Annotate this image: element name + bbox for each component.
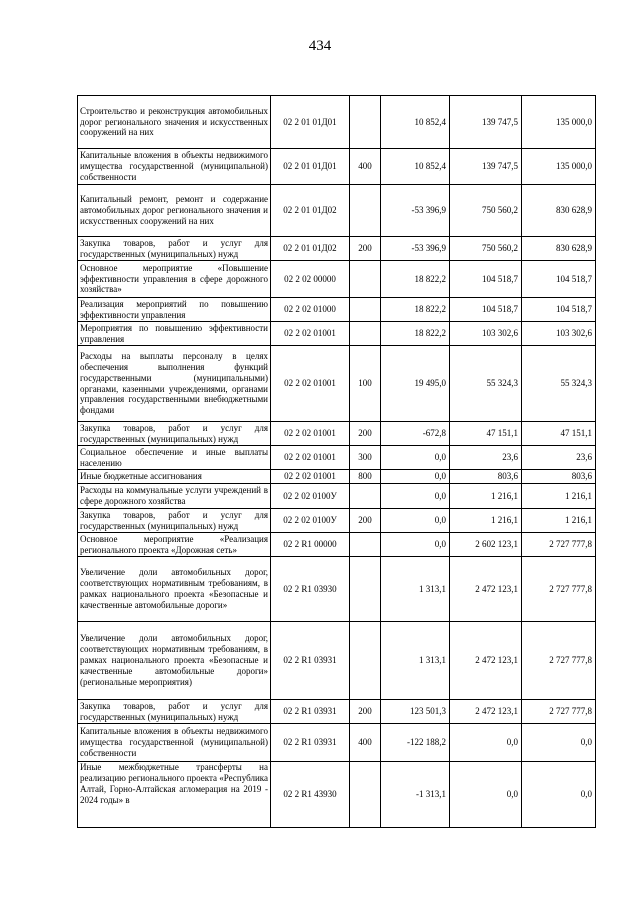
amount-2: 104 518,7 (450, 261, 522, 298)
amount-2: 139 747,5 (450, 149, 522, 185)
expense-type (350, 322, 381, 346)
amount-2: 1 216,1 (450, 484, 522, 509)
amount-1: 0,0 (381, 509, 450, 533)
amount-2: 2 472 123,1 (450, 557, 522, 622)
amount-1: 0,0 (381, 484, 450, 509)
target-code: 02 2 R1 03930 (271, 557, 350, 622)
target-code: 02 2 02 01001 (271, 446, 350, 470)
item-name: Закупка товаров, работ и услуг для государственных (муниципальных) нужд (78, 237, 271, 261)
amount-1: 19 495,0 (381, 346, 450, 422)
amount-3: 2 727 777,8 (522, 533, 596, 557)
amount-1: 0,0 (381, 470, 450, 484)
amount-3: 1 216,1 (522, 509, 596, 533)
target-code: 02 2 02 01001 (271, 346, 350, 422)
amount-2: 2 602 123,1 (450, 533, 522, 557)
expense-type: 300 (350, 446, 381, 470)
amount-1: 18 822,2 (381, 261, 450, 298)
expense-type (350, 557, 381, 622)
amount-2: 139 747,5 (450, 96, 522, 149)
amount-3: 2 727 777,8 (522, 622, 596, 700)
expense-type: 100 (350, 346, 381, 422)
amount-3: 803,6 (522, 470, 596, 484)
amount-1: 0,0 (381, 446, 450, 470)
amount-3: 104 518,7 (522, 298, 596, 322)
table-row (78, 422, 596, 446)
amount-1: -122 188,2 (381, 724, 450, 762)
amount-3: 55 324,3 (522, 346, 596, 422)
amount-1: 18 822,2 (381, 298, 450, 322)
expense-type: 800 (350, 470, 381, 484)
expense-type (350, 762, 381, 828)
amount-1: 10 852,4 (381, 96, 450, 149)
table-row (78, 622, 596, 700)
target-code: 02 2 02 01000 (271, 298, 350, 322)
amount-3: 0,0 (522, 762, 596, 828)
item-name: Социальное обеспечение и иные выплаты населению (78, 446, 271, 470)
amount-2: 750 560,2 (450, 185, 522, 237)
table-row (78, 149, 596, 185)
target-code: 02 2 01 01Д02 (271, 185, 350, 237)
amount-1: 123 501,3 (381, 700, 450, 724)
expense-type (350, 185, 381, 237)
table-row (78, 762, 596, 828)
item-name: Увеличение доли автомобильных дорог, соответствующих нормативным требованиям, в рамках национального проекта «Безопасные и качественные автомобильные дороги» (78, 557, 271, 622)
table-row (78, 446, 596, 470)
target-code: 02 2 02 01001 (271, 422, 350, 446)
budget-table (77, 95, 596, 828)
amount-3: 830 628,9 (522, 237, 596, 261)
item-name: Закупка товаров, работ и услуг для государственных (муниципальных) нужд (78, 509, 271, 533)
item-name: Капитальные вложения в объекты недвижимого имущества государственной (муниципальной) собственности (78, 149, 271, 185)
amount-2: 2 472 123,1 (450, 622, 522, 700)
amount-3: 2 727 777,8 (522, 557, 596, 622)
target-code: 02 2 R1 43930 (271, 762, 350, 828)
expense-type: 400 (350, 149, 381, 185)
amount-3: 830 628,9 (522, 185, 596, 237)
item-name: Иные межбюджетные трансферты на реализацию регионального проекта «Республика Алтай, Горно-Алтайская агломерация на 2019 - 2024 годы» в (78, 762, 271, 828)
target-code: 02 2 02 0100У (271, 509, 350, 533)
target-code: 02 2 R1 03931 (271, 700, 350, 724)
item-name: Мероприятия по повышению эффективности управления (78, 322, 271, 346)
expense-type: 200 (350, 700, 381, 724)
table-row (78, 298, 596, 322)
expense-type: 400 (350, 724, 381, 762)
expense-type: 200 (350, 509, 381, 533)
amount-1: -53 396,9 (381, 185, 450, 237)
target-code: 02 2 01 01Д02 (271, 237, 350, 261)
item-name: Строительство и реконструкция автомобильных дорог регионального значения и искусственных сооружений на них (78, 96, 271, 149)
expense-type (350, 533, 381, 557)
amount-1: 18 822,2 (381, 322, 450, 346)
expense-type (350, 622, 381, 700)
amount-2: 104 518,7 (450, 298, 522, 322)
amount-1: 0,0 (381, 533, 450, 557)
amount-3: 0,0 (522, 724, 596, 762)
amount-2: 1 216,1 (450, 509, 522, 533)
amount-2: 0,0 (450, 762, 522, 828)
page-number: 434 (308, 38, 332, 54)
amount-2: 55 324,3 (450, 346, 522, 422)
amount-3: 135 000,0 (522, 149, 596, 185)
amount-2: 103 302,6 (450, 322, 522, 346)
amount-1: -1 313,1 (381, 762, 450, 828)
target-code: 02 2 02 01001 (271, 322, 350, 346)
amount-2: 47 151,1 (450, 422, 522, 446)
table-row (78, 346, 596, 422)
target-code: 02 2 R1 03931 (271, 622, 350, 700)
amount-3: 23,6 (522, 446, 596, 470)
table-row (78, 484, 596, 509)
item-name: Основное мероприятие «Повышение эффективности управления в сфере дорожного хозяйства» (78, 261, 271, 298)
amount-3: 103 302,6 (522, 322, 596, 346)
expense-type (350, 96, 381, 149)
item-name: Расходы на коммунальные услуги учреждений в сфере дорожного хозяйства (78, 484, 271, 509)
table-row (78, 322, 596, 346)
table-row (78, 261, 596, 298)
item-name: Реализация мероприятий по повышению эффективности управления (78, 298, 271, 322)
amount-3: 1 216,1 (522, 484, 596, 509)
table-row (78, 700, 596, 724)
table-row (78, 533, 596, 557)
expense-type (350, 298, 381, 322)
expense-type (350, 484, 381, 509)
expense-type: 200 (350, 422, 381, 446)
item-name: Основное мероприятие «Реализация регионального проекта «Дорожная сеть» (78, 533, 271, 557)
table-row (78, 470, 596, 484)
table-row (78, 185, 596, 237)
target-code: 02 2 02 0100У (271, 484, 350, 509)
amount-3: 2 727 777,8 (522, 700, 596, 724)
amount-2: 803,6 (450, 470, 522, 484)
expense-type (350, 261, 381, 298)
target-code: 02 2 R1 03931 (271, 724, 350, 762)
item-name: Капитальный ремонт, ремонт и содержание автомобильных дорог регионального значения и искусственных сооружений на них (78, 185, 271, 237)
amount-2: 2 472 123,1 (450, 700, 522, 724)
amount-3: 47 151,1 (522, 422, 596, 446)
item-name: Капитальные вложения в объекты недвижимого имущества государственной (муниципальной) собственности (78, 724, 271, 762)
amount-1: -53 396,9 (381, 237, 450, 261)
table-row (78, 509, 596, 533)
amount-1: 1 313,1 (381, 557, 450, 622)
target-code: 02 2 02 00000 (271, 261, 350, 298)
item-name: Увеличение доли автомобильных дорог, соответствующих нормативным требованиям, в рамках национального проекта «Безопасные и качественные автомобильные дороги» (региональные мероприятия) (78, 622, 271, 700)
amount-1: 1 313,1 (381, 622, 450, 700)
target-code: 02 2 R1 00000 (271, 533, 350, 557)
table-row (78, 557, 596, 622)
item-name: Расходы на выплаты персоналу в целях обеспечения выполнения функций государственными (муниципальными) органами, казенными учреждениями, органами управления государственными внебюджетными фондами (78, 346, 271, 422)
amount-2: 750 560,2 (450, 237, 522, 261)
amount-2: 0,0 (450, 724, 522, 762)
target-code: 02 2 01 01Д01 (271, 149, 350, 185)
item-name: Закупка товаров, работ и услуг для государственных (муниципальных) нужд (78, 700, 271, 724)
expense-type: 200 (350, 237, 381, 261)
table-row (78, 237, 596, 261)
item-name: Иные бюджетные ассигнования (78, 470, 271, 484)
target-code: 02 2 01 01Д01 (271, 96, 350, 149)
amount-1: -672,8 (381, 422, 450, 446)
amount-3: 104 518,7 (522, 261, 596, 298)
target-code: 02 2 02 01001 (271, 470, 350, 484)
item-name: Закупка товаров, работ и услуг для государственных (муниципальных) нужд (78, 422, 271, 446)
table-row (78, 724, 596, 762)
table-row (78, 96, 596, 149)
budget-table-body (78, 96, 596, 828)
amount-1: 10 852,4 (381, 149, 450, 185)
amount-3: 135 000,0 (522, 96, 596, 149)
amount-2: 23,6 (450, 446, 522, 470)
